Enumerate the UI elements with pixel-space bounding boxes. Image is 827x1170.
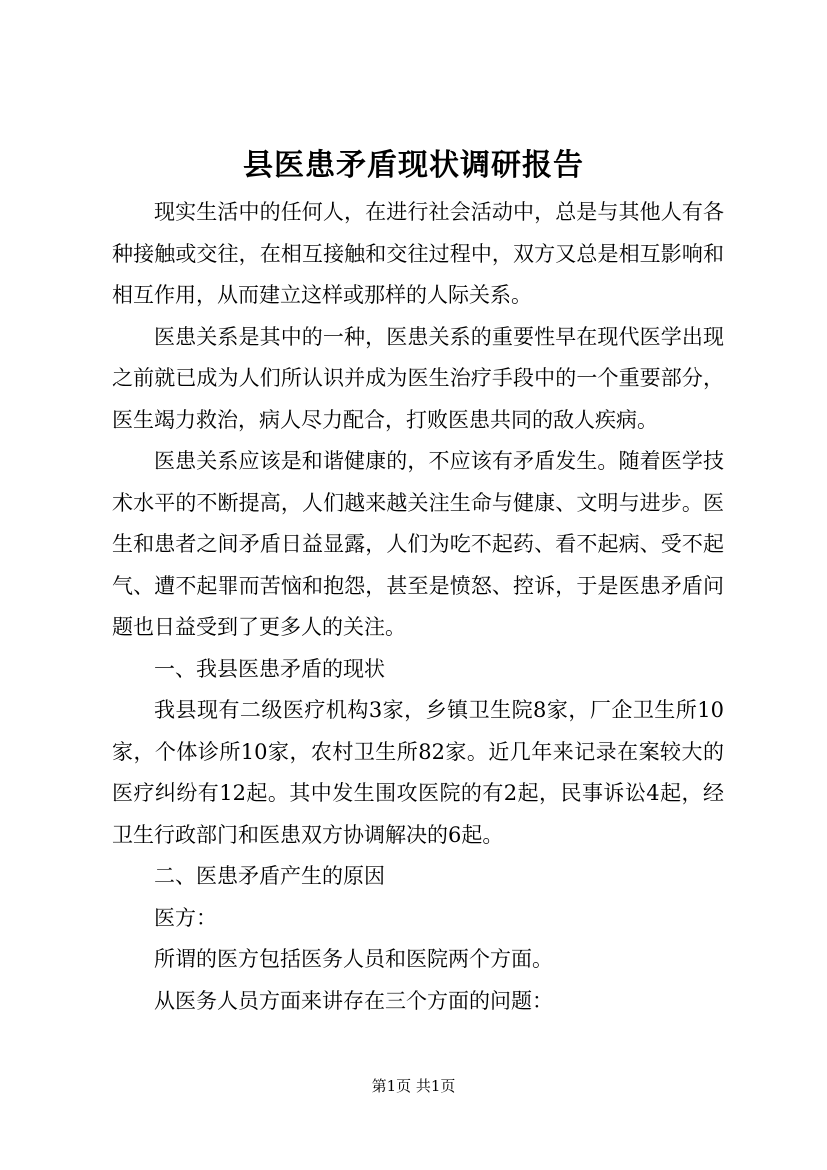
section-heading-status: 一、我县医患矛盾的现状 xyxy=(154,656,385,681)
section-heading-causes: 二、医患矛盾产生的原因 xyxy=(154,864,385,888)
document-body xyxy=(112,192,724,1022)
paragraph-doctor-patient-relation: 医患关系是其中的一种，医患关系的重要性早在现代医学出现之前就已成为人们所认识并成为医生治疗手段中的一个重要部分，医生竭力救治，病人尽力配合，打败医患共同的敌人疾病。 xyxy=(112,324,724,432)
paragraph-intro: 现实生活中的任何人，在进行社会活动中，总是与其他人有各种接触或交往，在相互接触和交往过程中，双方又总是相互影响和相互作用，从而建立这样或那样的人际关系。 xyxy=(112,200,724,307)
paragraph-harmony: 医患关系应该是和谐健康的，不应该有矛盾发生。随着医学技术水平的不断提高，人们越来越关注生命与健康、文明与进步。医生和患者之间矛盾日益显露，人们为吃不起药、看不起病、受不起气、遭不起罪而苦恼和抱怨，甚至是愤怒、控诉，于是医患矛盾问题也日益受到了更多人的关注。 xyxy=(112,449,724,639)
document-title: 县医患矛盾现状调研报告 xyxy=(243,148,584,183)
paragraph-medical-staff-issues: 从医务人员方面来讲存在三个方面的问题： xyxy=(154,988,553,1013)
paragraph-doctor-side-definition: 所谓的医方包括医务人员和医院两个方面。 xyxy=(154,947,553,971)
paragraph-statistics: 我县现有二级医疗机构3家，乡镇卫生院8家，厂企卫生所10家，个体诊所10家，农村卫生所82家。近几年来记录在案较大的医疗纠纷有12起。其中发生围攻医院的有2起，民事诉讼4起，经卫生行政部门和医患双方协调解决的6起。 xyxy=(112,698,724,847)
subheading-doctor-side: 医方： xyxy=(154,905,217,930)
page-number-footer: 第1页 共1页 xyxy=(371,1077,456,1095)
